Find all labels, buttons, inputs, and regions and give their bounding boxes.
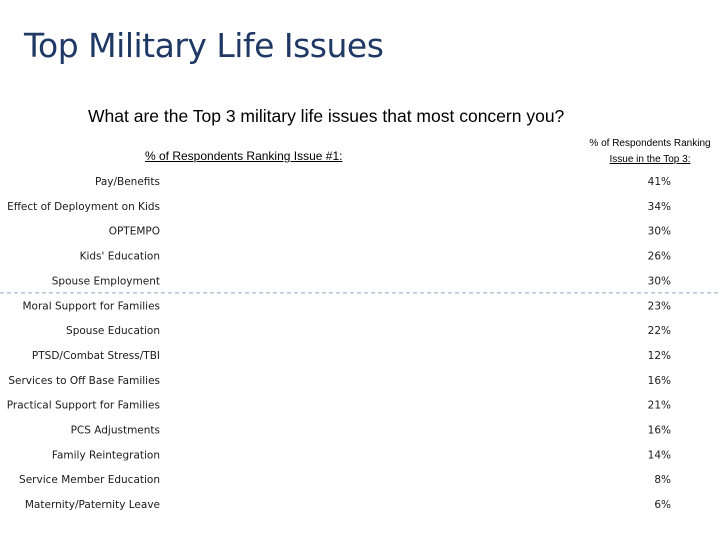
top3-value-label: 8%: [654, 474, 671, 487]
category-label: Family Reintegration: [51, 449, 160, 462]
top3-value-label: 22%: [647, 325, 671, 338]
category-label: PTSD/Combat Stress/TBI: [31, 349, 160, 362]
top3-value-label: 12%: [647, 349, 671, 362]
category-label: Services to Off Base Families: [8, 374, 160, 387]
category-label: Pay/Benefits: [94, 176, 160, 188]
top3-value-label: 14%: [647, 449, 671, 462]
category-label: Spouse Employment: [51, 275, 160, 288]
top3-value-label: 16%: [647, 374, 671, 387]
top3-value-label: 16%: [647, 424, 671, 437]
top3-value-label: 6%: [654, 499, 671, 512]
slide-title: Top Military Life Issues: [24, 26, 384, 65]
survey-question: What are the Top 3 military life issues that most concern you?: [88, 106, 565, 126]
column-header-rank-1: % of Respondents Ranking Issue #1:: [145, 149, 343, 163]
top3-value-label: 21%: [647, 399, 671, 412]
category-label: Maternity/Paternity Leave: [24, 499, 160, 512]
category-label: Effect of Deployment on Kids: [7, 200, 160, 213]
category-label: PCS Adjustments: [70, 424, 160, 437]
category-label: Kids' Education: [79, 250, 160, 263]
top3-value-label: 23%: [647, 300, 671, 313]
top3-value-label: 30%: [647, 225, 671, 238]
top3-value-label: 41%: [647, 176, 671, 188]
column-header-top-3-line1: % of Respondents Ranking: [589, 138, 711, 149]
top3-value-label: 34%: [647, 200, 671, 213]
category-label: Spouse Education: [66, 325, 160, 338]
category-label: Moral Support for Families: [22, 300, 160, 313]
category-label: Service Member Education: [19, 474, 160, 487]
category-label: OPTEMPO: [108, 225, 160, 238]
column-header-top-3-line2: Issue in the Top 3:: [609, 154, 691, 165]
category-label: Practical Support for Families: [6, 399, 160, 412]
top3-value-label: 26%: [647, 250, 671, 263]
top3-value-label: 30%: [647, 275, 671, 288]
